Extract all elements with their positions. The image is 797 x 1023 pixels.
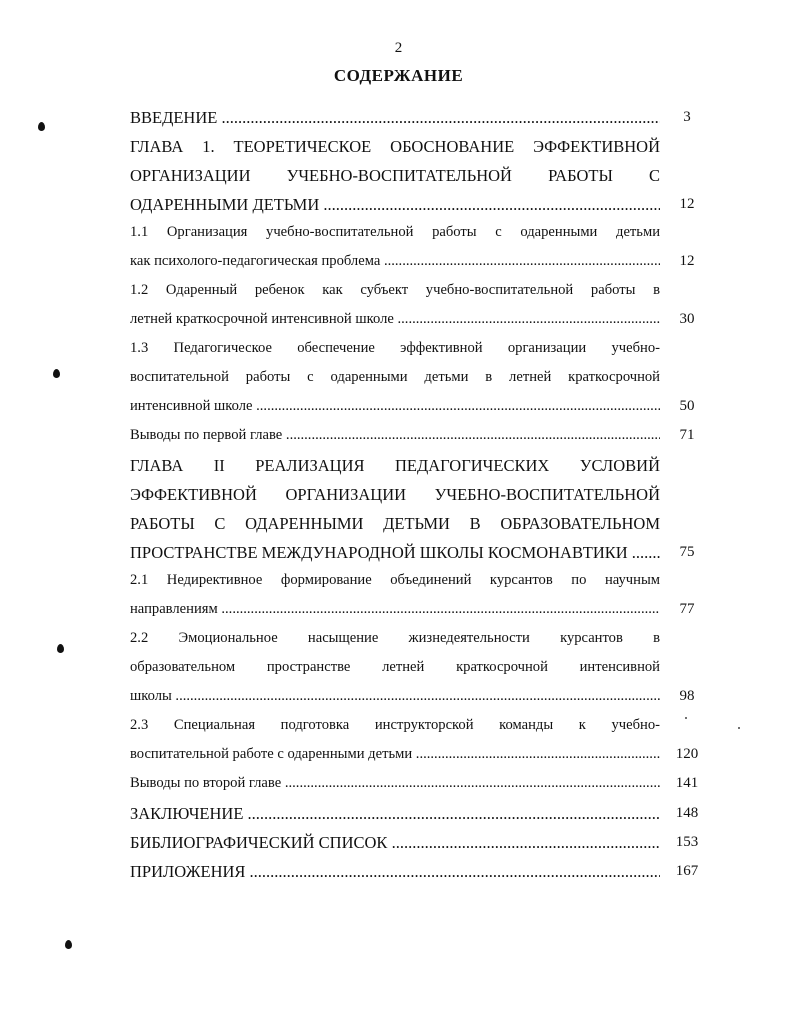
- toc-entry-line: Выводы по первой главе .....: [130, 427, 660, 444]
- toc-page-number: 120: [675, 746, 699, 762]
- toc-entry-line: ГЛАВА II РЕАЛИЗАЦИЯ ПЕДАГОГИЧЕСКИХ УСЛОВИЙ: [130, 456, 660, 475]
- toc-entry-line: ВВЕДЕНИЕ .....: [130, 108, 660, 128]
- toc-entry-line: образовательном пространстве летней краткосрочной интенсивной: [130, 659, 660, 675]
- binder-mark: [53, 369, 60, 378]
- toc-entry-line: ЗАКЛЮЧЕНИЕ .....: [130, 804, 660, 824]
- toc-page-number: 167: [675, 863, 699, 879]
- toc-entry-line: 1.3 Педагогическое обеспечение эффективной организации учебно-: [130, 340, 660, 356]
- toc-entry-line: ОДАРЕННЫМИ ДЕТЬМИ .....: [130, 195, 660, 215]
- toc-page-number: 153: [675, 834, 699, 850]
- toc-entry-line: БИБЛИОГРАФИЧЕСКИЙ СПИСОК .....: [130, 833, 660, 853]
- toc-entry-line: интенсивной школе .....: [130, 398, 660, 415]
- toc-entry: [130, 630, 660, 717]
- toc-page-number: 71: [679, 427, 695, 443]
- toc-entry: [130, 456, 660, 572]
- toc-entry: [130, 862, 660, 891]
- scan-speck: [738, 727, 740, 729]
- toc-entry: [130, 427, 660, 456]
- toc-entry: [130, 717, 660, 775]
- toc-entry: [130, 572, 660, 630]
- toc-entry-line: 2.1 Недирективное формирование объединений курсантов по научным: [130, 572, 660, 588]
- toc-page-number: 50: [679, 398, 695, 414]
- toc-entry-line: 1.1 Организация учебно-воспитательной работы с одаренными детьми: [130, 224, 660, 240]
- toc-entry: [130, 804, 660, 833]
- toc-entry-line: ПРОСТРАНСТВЕ МЕЖДУНАРОДНОЙ ШКОЛЫ КОСМОНАВТИКИ .....: [130, 543, 660, 563]
- toc-entry-line: ГЛАВА 1. ТЕОРЕТИЧЕСКОЕ ОБОСНОВАНИЕ ЭФФЕКТИВНОЙ: [130, 137, 660, 156]
- toc-entry: [130, 224, 660, 282]
- toc-page-number: 77: [679, 601, 695, 617]
- toc-entry-line: Выводы по второй главе .....: [130, 775, 660, 792]
- toc-entry: [130, 340, 660, 427]
- toc-entry-line: РАБОТЫ С ОДАРЕННЫМИ ДЕТЬМИ В ОБРАЗОВАТЕЛЬНОМ: [130, 514, 660, 533]
- toc-page-number: 98: [679, 688, 695, 704]
- toc-entry-line: воспитательной работы с одаренными детьми в летней краткосрочной: [130, 369, 660, 385]
- toc-entry: [130, 833, 660, 862]
- toc-entry: [130, 108, 660, 137]
- toc-entry-line: воспитательной работе с одаренными детьми .....: [130, 746, 660, 763]
- toc-entry: [130, 282, 660, 340]
- toc-entry-line: летней краткосрочной интенсивной школе .....: [130, 311, 660, 328]
- toc-page-number: 3: [683, 109, 691, 125]
- binder-mark: [57, 644, 64, 653]
- toc-entry-line: как психолого-педагогическая проблема .....: [130, 253, 660, 270]
- toc-page-number: 30: [679, 311, 695, 327]
- toc-page-number: 75: [679, 544, 695, 560]
- toc-page-number: 148: [675, 805, 699, 821]
- binder-mark: [38, 122, 45, 131]
- toc-entry-line: школы .....: [130, 688, 660, 705]
- page-number: 2: [394, 40, 403, 56]
- toc-page-number: 12: [679, 196, 695, 212]
- toc-entry-line: ОРГАНИЗАЦИИ УЧЕБНО-ВОСПИТАТЕЛЬНОЙ РАБОТЫ С: [130, 166, 660, 185]
- toc-entry-line: 2.2 Эмоциональное насыщение жизнедеятельности курсантов в: [130, 630, 660, 646]
- binder-mark: [65, 940, 72, 949]
- toc-entry-line: направлениям .....: [130, 601, 660, 618]
- scan-speck: [685, 717, 687, 719]
- toc-entry: [130, 137, 660, 224]
- toc-entry-line: ЭФФЕКТИВНОЙ ОРГАНИЗАЦИИ УЧЕБНО-ВОСПИТАТЕЛЬНОЙ: [130, 485, 660, 504]
- toc-entry-line: 1.2 Одаренный ребенок как субъект учебно-воспитательной работы в: [130, 282, 660, 298]
- toc-entry-line: 2.3 Специальная подготовка инструкторской команды к учебно-: [130, 717, 660, 733]
- toc-page-number: 141: [675, 775, 699, 791]
- toc-page-number: 12: [679, 253, 695, 269]
- page-title: СОДЕРЖАНИЕ: [333, 66, 464, 85]
- toc-entry-line: ПРИЛОЖЕНИЯ .....: [130, 862, 660, 882]
- toc-entry: [130, 775, 660, 804]
